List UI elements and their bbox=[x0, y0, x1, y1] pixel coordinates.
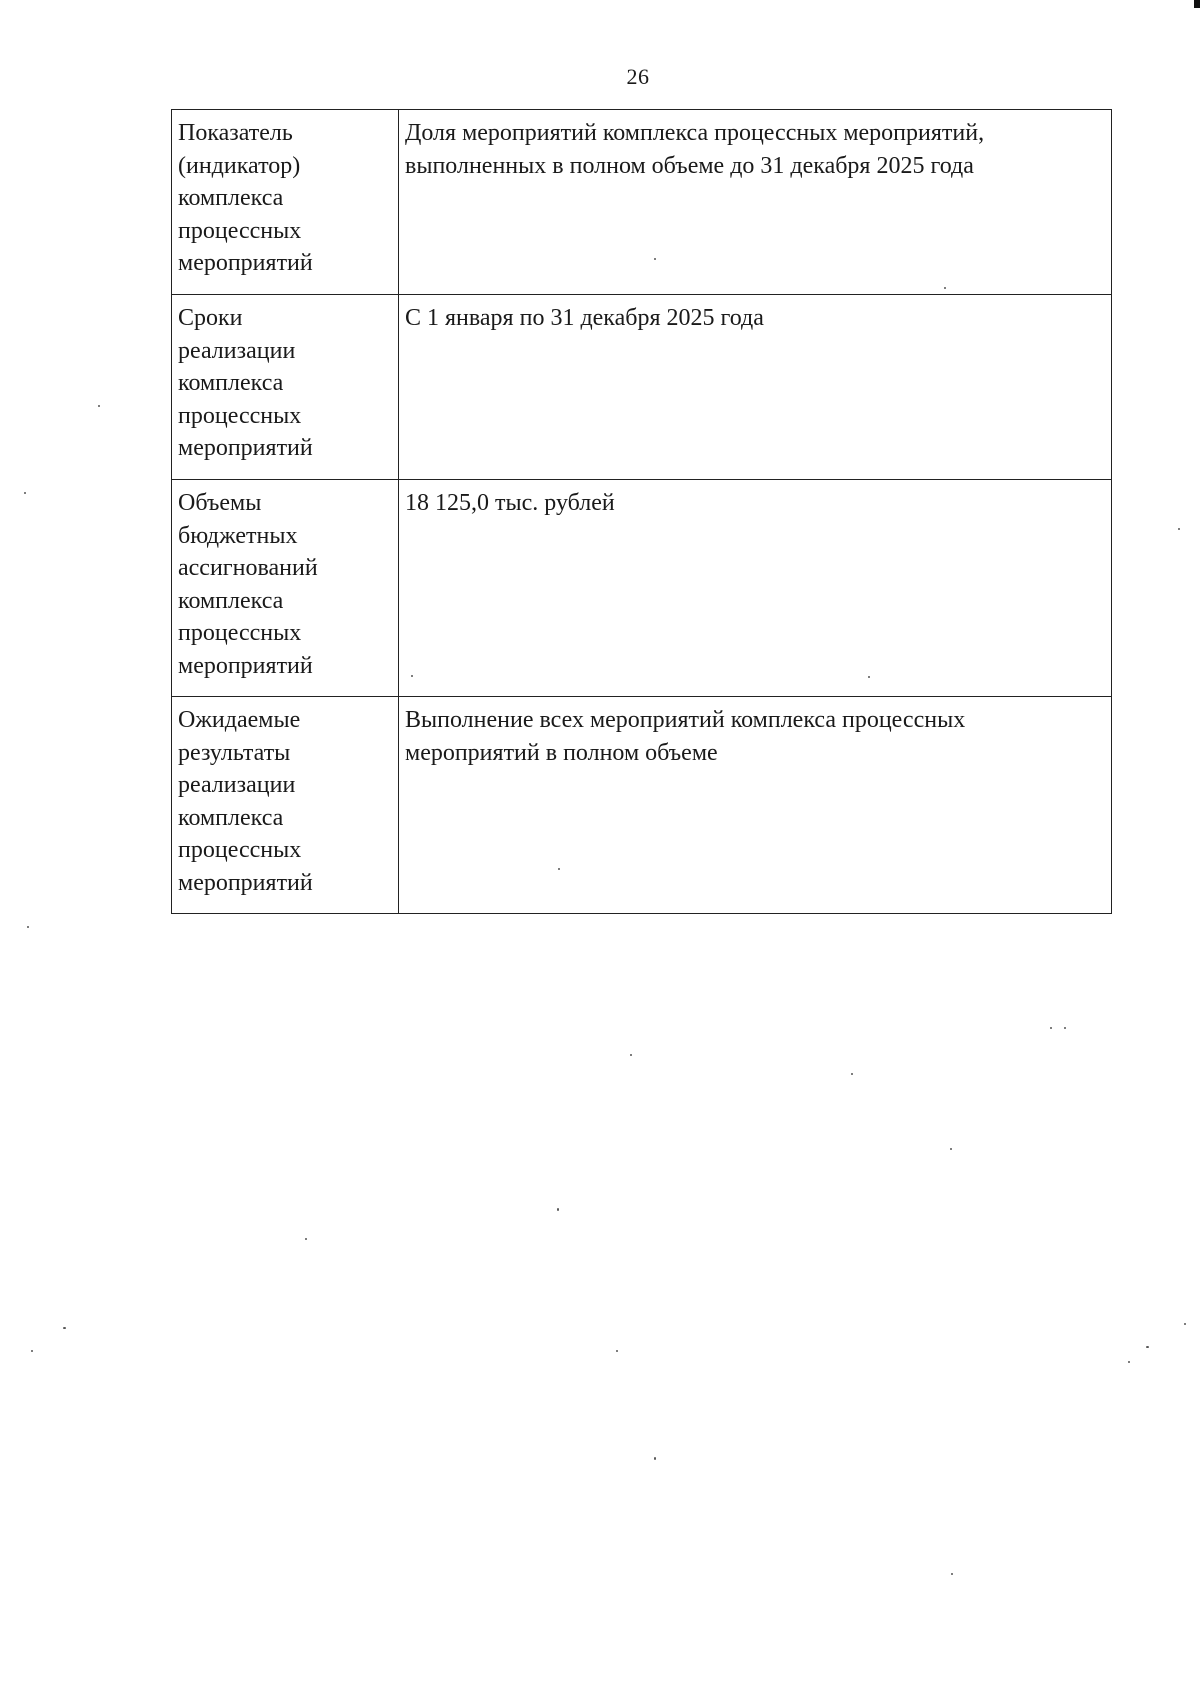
scan-speck bbox=[630, 1054, 632, 1056]
scan-speck bbox=[1184, 1323, 1186, 1325]
scan-speck bbox=[1128, 1361, 1130, 1363]
scan-speck bbox=[558, 868, 560, 870]
scan-speck bbox=[1050, 1027, 1052, 1029]
scan-speck bbox=[1146, 1346, 1149, 1348]
table-row bbox=[172, 480, 1112, 697]
scan-speck bbox=[31, 1350, 33, 1352]
scan-speck bbox=[944, 287, 946, 289]
scan-speck bbox=[27, 926, 29, 928]
scan-speck bbox=[63, 1327, 66, 1329]
scan-speck bbox=[950, 1148, 952, 1150]
scan-speck bbox=[868, 676, 870, 678]
row-label-cell bbox=[172, 295, 399, 480]
row-label-cell bbox=[172, 697, 399, 914]
row-label-cell bbox=[172, 480, 399, 697]
scan-speck bbox=[1178, 528, 1180, 530]
row-value-cell bbox=[399, 697, 1112, 914]
row-value-cell bbox=[399, 295, 1112, 480]
row-label: Сроки реализации комплекса процессных мероприятий bbox=[178, 305, 313, 461]
row-value: Выполнение всех мероприятий комплекса процессных мероприятий в полном объеме bbox=[405, 707, 966, 766]
table-row bbox=[172, 697, 1112, 914]
scan-speck bbox=[951, 1573, 953, 1575]
row-label: Объемы бюджетных ассигнований комплекса процессных мероприятий bbox=[178, 490, 318, 679]
row-label-cell bbox=[172, 110, 399, 295]
scan-speck bbox=[557, 1208, 559, 1211]
scan-speck bbox=[654, 258, 656, 260]
row-value-cell bbox=[399, 480, 1112, 697]
program-passport-table bbox=[171, 109, 1112, 914]
row-value: Доля мероприятий комплекса процессных мероприятий, выполненных в полном объеме до 31 декабря 2025 года bbox=[405, 120, 985, 179]
row-value-cell bbox=[399, 110, 1112, 295]
row-label: Ожидаемые результаты реализации комплекса процессных мероприятий bbox=[178, 707, 313, 896]
row-value: 18 125,0 тыс. рублей bbox=[405, 490, 615, 516]
scan-speck bbox=[305, 1238, 307, 1240]
row-value: С 1 января по 31 декабря 2025 года bbox=[405, 305, 764, 331]
scan-speck bbox=[616, 1350, 618, 1352]
table-row bbox=[172, 295, 1112, 480]
scan-speck bbox=[24, 492, 26, 494]
row-label: Показатель (индикатор) комплекса процессных мероприятий bbox=[178, 120, 313, 276]
table-row bbox=[172, 110, 1112, 295]
page-number: 26 bbox=[626, 64, 650, 89]
scan-speck bbox=[654, 1457, 656, 1460]
scan-edge-mark bbox=[1194, 0, 1200, 8]
scan-speck bbox=[98, 405, 100, 407]
scan-speck bbox=[851, 1073, 853, 1075]
scan-speck bbox=[411, 675, 413, 677]
scan-speck bbox=[1064, 1027, 1066, 1029]
